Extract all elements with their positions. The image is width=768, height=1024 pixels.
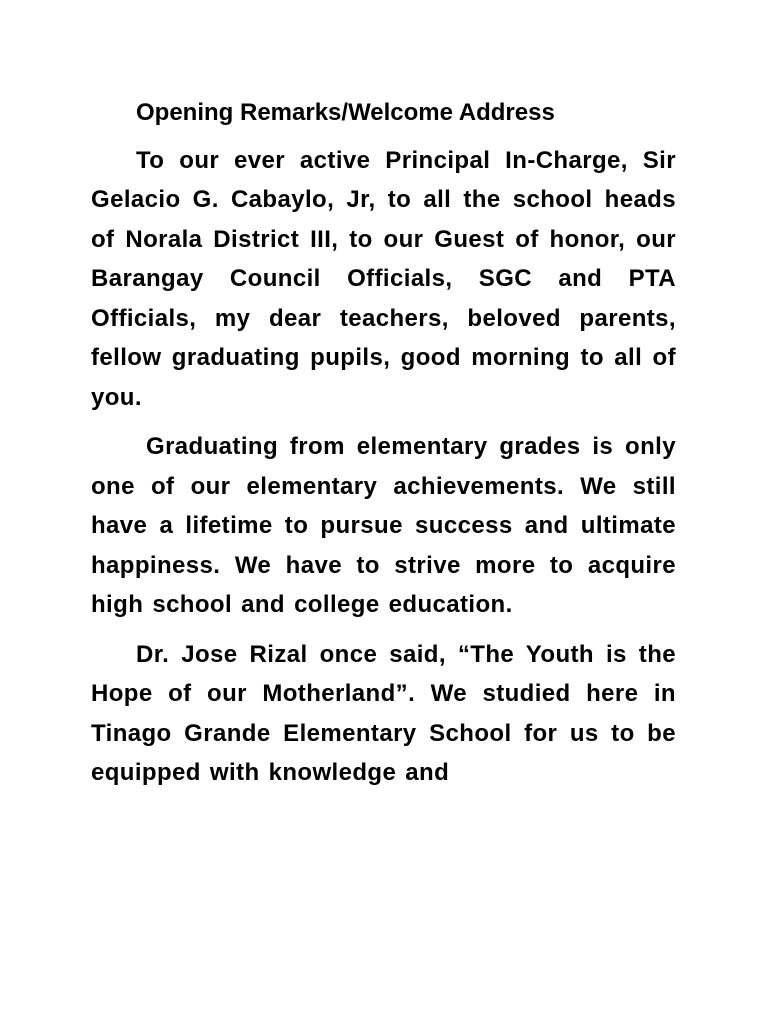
document-body xyxy=(91,93,676,793)
paragraph-greeting: To our ever active Principal In-Charge, Sir Gelacio G. Cabaylo, Jr, to all the school heads of Norala District III, to our Guest of honor, our Barangay Council Officials, SGC and PTA Officials, my dear teachers, beloved parents, fellow graduating pupils, good morning to all of you. xyxy=(91,146,676,411)
paragraph-rizal-quote: Dr. Jose Rizal once said, “The Youth is the Hope of our Motherland”. We studied here in Tinago Grande Elementary School for us to be equipped with knowledge and xyxy=(91,640,676,786)
paragraph-graduation: Graduating from elementary grades is only one of our elementary achievements. We still have a lifetime to pursue success and ultimate happiness. We have to strive more to acquire high school and college education. xyxy=(91,433,676,618)
document-title: Opening Remarks/Welcome Address xyxy=(136,99,555,126)
